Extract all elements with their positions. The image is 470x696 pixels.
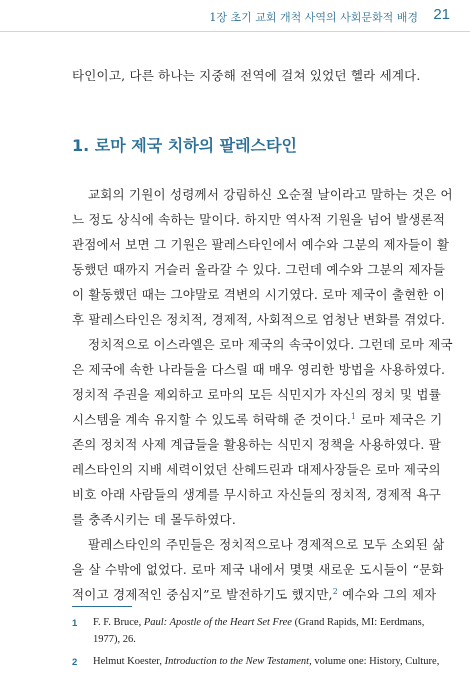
intro-line: 타인이고, 다른 하나는 지중해 전역에 걸쳐 있었던 헬라 세계다.	[72, 68, 421, 83]
p3-line-text: 예수와 그의 제자	[337, 587, 437, 602]
p1-line: 이 활동했던 때는 그야말로 격변의 시기였다. 로마 제국이 출현한 이	[72, 287, 446, 302]
footnote-number: 2	[72, 657, 78, 668]
footnote-ref-1[interactable]: 1	[350, 411, 357, 421]
p2-line: 은 제국에 속한 나라들을 다스릴 때 매우 영리한 방법을 사용하였다.	[72, 362, 446, 377]
running-head: 1장 초기 교회 개척 사역의 사회문화적 배경	[209, 11, 418, 24]
footnote-text	[93, 656, 439, 667]
p2-line: 비호 아래 사람들의 생계를 무시하고 자신들의 정치적, 경제적 욕구	[72, 487, 441, 502]
footnote-book-title: Paul: Apostle of the Heart Set Free	[143, 617, 292, 628]
p1-line: 후 팔레스타인은 정치적, 경제적, 사회적으로 엄청난 변화를 겪었다.	[72, 312, 446, 327]
footnote-number: 1	[72, 618, 78, 629]
p3-line	[72, 585, 436, 603]
p2-line-text: 로마 제국은 기	[356, 412, 443, 427]
p1-line: 느 정도 상식에 속하는 말이다. 하지만 역사적 기원을 넘어 발생론적	[72, 212, 446, 227]
footnote-rule	[72, 606, 132, 607]
p2-line: 정치적 주권을 제외하고 로마의 모든 식민지가 자신의 정치 및 법률	[72, 387, 441, 402]
p3-line-text: 적이고 경제적인 중심지”로 발전하기도 했지만,	[72, 587, 333, 602]
footnote-book-title: Introduction to the New Testament	[164, 656, 310, 667]
footnote-publication: (Grand Rapids, MI: Eerdmans,	[291, 617, 425, 628]
p2-line: 를 충족시키는 데 몰두하였다.	[72, 512, 236, 527]
footnote-ref-2[interactable]: 2	[332, 586, 338, 596]
p1-line: 교회의 기원이 성령께서 강림하신 오순절 날이라고 말하는 것은 어	[88, 187, 453, 202]
p2-line: 레스타인의 지배 세력이었던 산헤드린과 대제사장들은 로마 제국의	[72, 462, 441, 477]
header-rule	[0, 31, 470, 32]
p1-line: 관점에서 보면 그 기원은 팔레스타인에서 예수와 그분의 제자들이 활	[72, 237, 450, 252]
page-number: 21	[433, 6, 450, 23]
footnote-text	[93, 617, 424, 628]
footnote-author: Helmut Koester,	[93, 656, 165, 667]
footnote-author: F. F. Bruce,	[93, 617, 144, 628]
p2-line: 정치적으로 이스라엘은 로마 제국의 속국이었다. 그런데 로마 제국	[88, 337, 453, 352]
p3-line: 팔레스타인의 주민들은 정치적으로나 경제적으로 모두 소외된 삶	[88, 537, 445, 552]
p1-line: 동했던 때까지 거슬러 올라갈 수 있다. 그런데 예수와 그분의 제자들	[72, 262, 446, 277]
footnote-publication: , volume one: History, Culture,	[309, 656, 440, 667]
p2-line	[72, 410, 442, 428]
section-title: 1. 로마 제국 치하의 팔레스타인	[72, 136, 297, 155]
p2-line: 존의 정치적 사제 계급들을 활용하는 식민지 정책을 사용하였다. 팔	[72, 437, 441, 452]
p2-line-text: 시스템을 계속 유지할 수 있도록 허락해 준 것이다.	[72, 412, 351, 427]
footnote-text-cont: 1977), 26.	[93, 634, 136, 645]
p3-line: 을 살 수밖에 없었다. 로마 제국 내에서 몇몇 새로운 도시들이 “문화	[72, 562, 444, 577]
